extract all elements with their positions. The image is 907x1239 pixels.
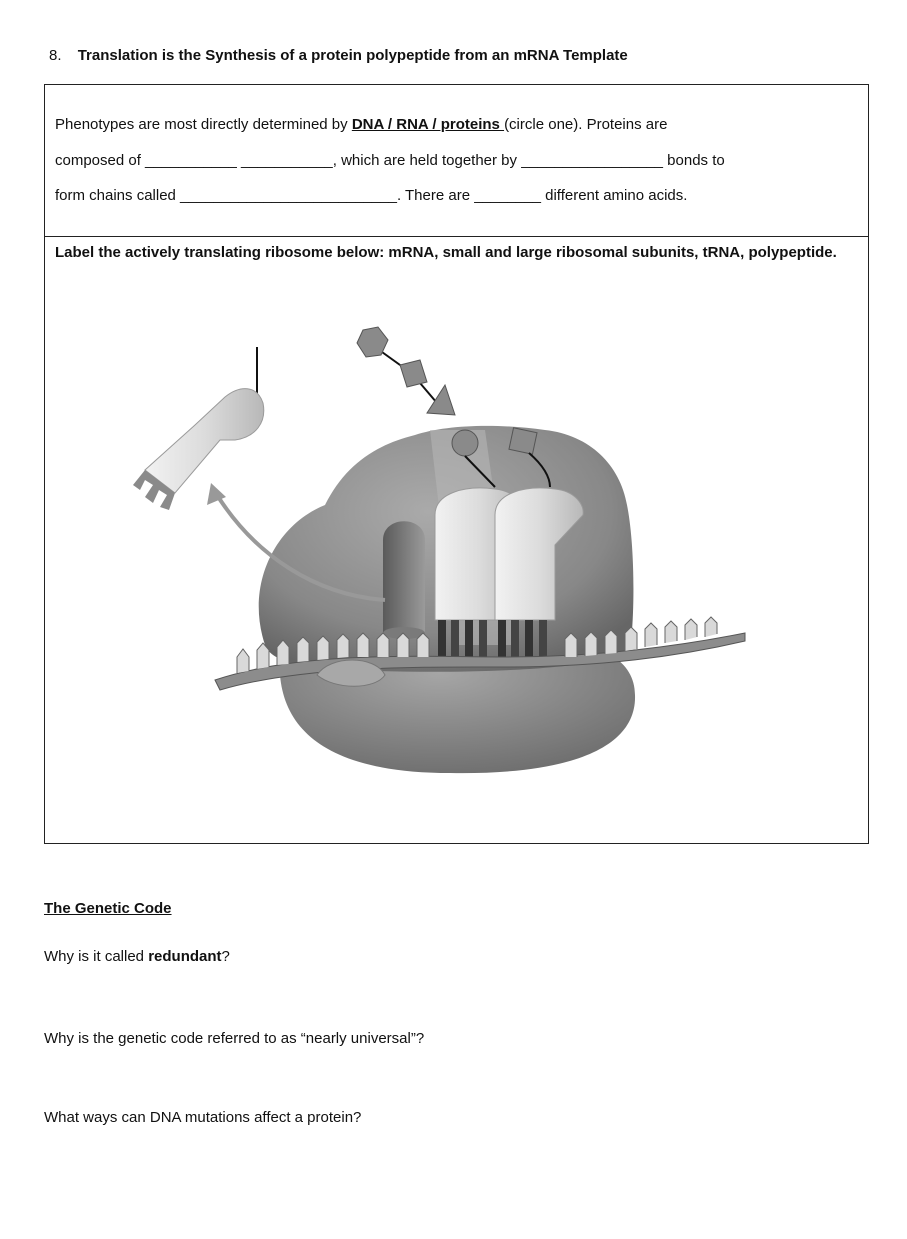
question-number: 8. xyxy=(49,47,62,64)
question-title: Translation is the Synthesis of a protein polypeptide from an mRNA Template xyxy=(77,47,628,64)
question-bold-term: redundant xyxy=(148,948,222,965)
departing-trna xyxy=(133,347,264,510)
question-text: Why is it called xyxy=(44,948,149,965)
question-text: ? xyxy=(221,948,230,965)
ribosome-diagram xyxy=(45,85,868,843)
fill-in-line-3[interactable]: form chains called __________________________. There are ________ different amino acids. xyxy=(55,187,688,204)
fill-in-text: Phenotypes are most directly determined by xyxy=(55,116,352,133)
question-redundant xyxy=(44,948,230,965)
exit-site xyxy=(383,521,425,633)
fill-in-line-2[interactable]: composed of ___________ ___________, which are held together by _________________ bonds to xyxy=(55,151,725,169)
fill-in-text: (circle one). Proteins are xyxy=(504,116,668,133)
genetic-code-title: The Genetic Code xyxy=(44,900,172,917)
question-box xyxy=(44,84,869,844)
question-mutations: What ways can DNA mutations affect a protein? xyxy=(44,1109,362,1126)
question-heading xyxy=(49,47,628,64)
label-instruction: Label the actively translating ribosome below: mRNA, small and large ribosomal subunits, tRNA, polypeptide. xyxy=(55,244,837,261)
question-universal: Why is the genetic code referred to as “nearly universal”? xyxy=(44,1030,425,1047)
circle-choice[interactable]: DNA / RNA / proteins xyxy=(351,116,505,133)
